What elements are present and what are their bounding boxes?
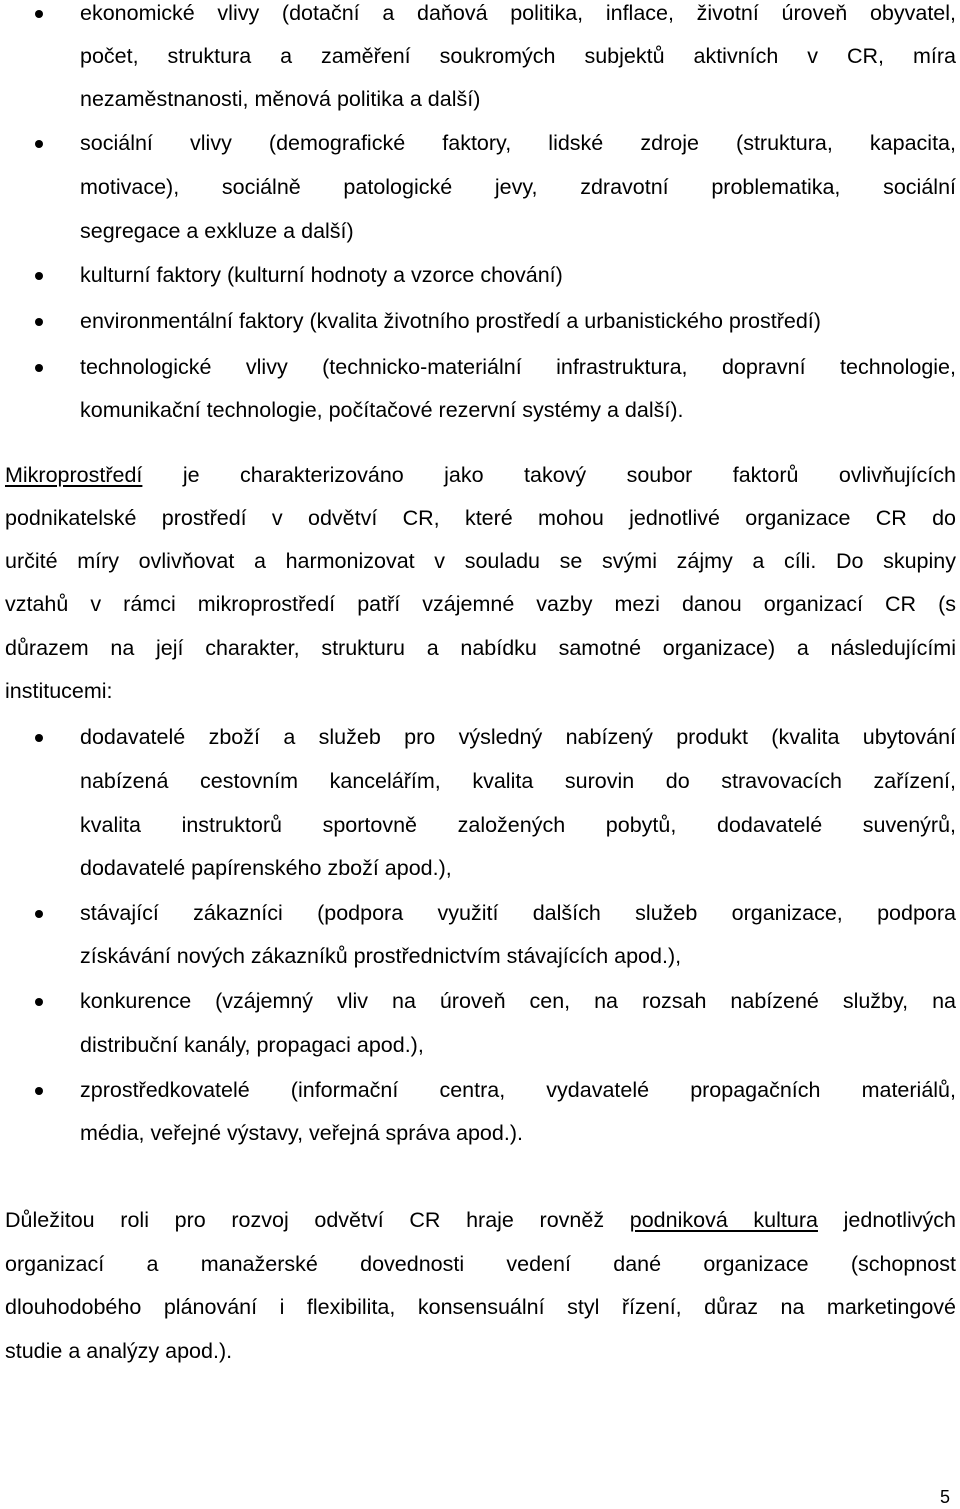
paragraph-line: dlouhodobého plánování i flexibilita, konsensuální styl řízení, důraz na marketingové (5, 1295, 956, 1319)
list-item-line: kulturní faktory (kulturní hodnoty a vzorce chování) (80, 263, 563, 287)
bullet-icon (35, 272, 43, 280)
bullet-icon (35, 910, 43, 918)
bullet-icon (35, 364, 43, 372)
list-item-line: konkurence (vzájemný vliv na úroveň cen, na rozsah nabízené služby, na (80, 989, 956, 1013)
list-item-line: komunikační technologie, počítačové rezervní systémy a další). (80, 398, 684, 422)
list-item-line: nabízená cestovním kancelářím, kvalita surovin do stravovacích zařízení, (80, 769, 956, 793)
bullet-icon (35, 1087, 43, 1095)
paragraph-line: organizací a manažerské dovednosti vedení dané organizace (schopnost (5, 1252, 956, 1276)
list-item-line: stávající zákazníci (podpora využití dalších služeb organizace, podpora (80, 901, 956, 925)
paragraph-line (5, 1210, 956, 1232)
term-microenvironment: Mikroprostředí (5, 463, 143, 487)
paragraph-line: určité míry ovlivňovat a harmonizovat v souladu se svými zájmy a cíli. Do skupiny (5, 549, 956, 573)
bullet-icon (35, 318, 43, 326)
paragraph-line: důrazem na její charakter, strukturu a nabídku samotné organizace) a následujícími (5, 636, 956, 660)
list-item-line: média, veřejné výstavy, veřejná správa apod.). (80, 1121, 523, 1145)
list-item-line: počet, struktura a zaměření soukromých subjektů aktivních v CR, míra (80, 44, 956, 68)
bullet-icon (35, 998, 43, 1006)
list-item-line: sociální vlivy (demografické faktory, lidské zdroje (struktura, kapacita, (80, 131, 956, 155)
bullet-icon (35, 140, 43, 148)
list-item-line: environmentální faktory (kvalita životního prostředí a urbanistického prostředí) (80, 309, 821, 333)
bullet-icon (35, 734, 43, 742)
paragraph-text: Důležitou roli pro rozvoj odvětví CR hraje rovněž (5, 1208, 605, 1232)
list-item-line: zprostředkovatelé (informační centra, vydavatelé propagačních materiálů, (80, 1078, 956, 1102)
list-item-line: motivace), sociálně patologické jevy, zdravotní problematika, sociální (80, 175, 956, 199)
bullet-icon (35, 10, 43, 18)
list-item-line: distribuční kanály, propagaci apod.), (80, 1033, 424, 1057)
paragraph-line (5, 465, 956, 487)
paragraph-line: vztahů v rámci mikroprostředí patří vzájemné vazby mezi danou organizací CR (s (5, 592, 956, 616)
term-corporate-culture: podniková kultura (629, 1208, 818, 1232)
paragraph-line: studie a analýzy apod.). (5, 1339, 233, 1363)
paragraph-text: je charakterizováno jako takový soubor faktorů ovlivňujících (182, 463, 956, 487)
list-item-line: dodavatelé papírenského zboží apod.), (80, 856, 452, 880)
list-item-line: ekonomické vlivy (dotační a daňová politika, inflace, životní úroveň obyvatel, (80, 1, 956, 25)
page-number: 5 (939, 1487, 950, 1507)
list-item-line: segregace a exkluze a další) (80, 219, 354, 243)
paragraph-line: podnikatelské prostředí v odvětví CR, které mohou jednotlivé organizace CR do (5, 506, 956, 530)
list-item-line: dodavatelé zboží a služeb pro výsledný nabízený produkt (kvalita ubytování (80, 725, 956, 749)
list-item-line: získávání nových zákazníků prostřednictvím stávajících apod.), (80, 944, 682, 968)
list-item-line: kvalita instruktorů sportovně založených pobytů, dodavatelé suvenýrů, (80, 813, 956, 837)
paragraph-line: institucemi: (5, 679, 113, 703)
paragraph-text: jednotlivých (843, 1208, 956, 1232)
list-item-line: nezaměstnanosti, měnová politika a další) (80, 87, 481, 111)
list-item-line: technologické vlivy (technicko-materiální infrastruktura, dopravní technologie, (80, 355, 956, 379)
